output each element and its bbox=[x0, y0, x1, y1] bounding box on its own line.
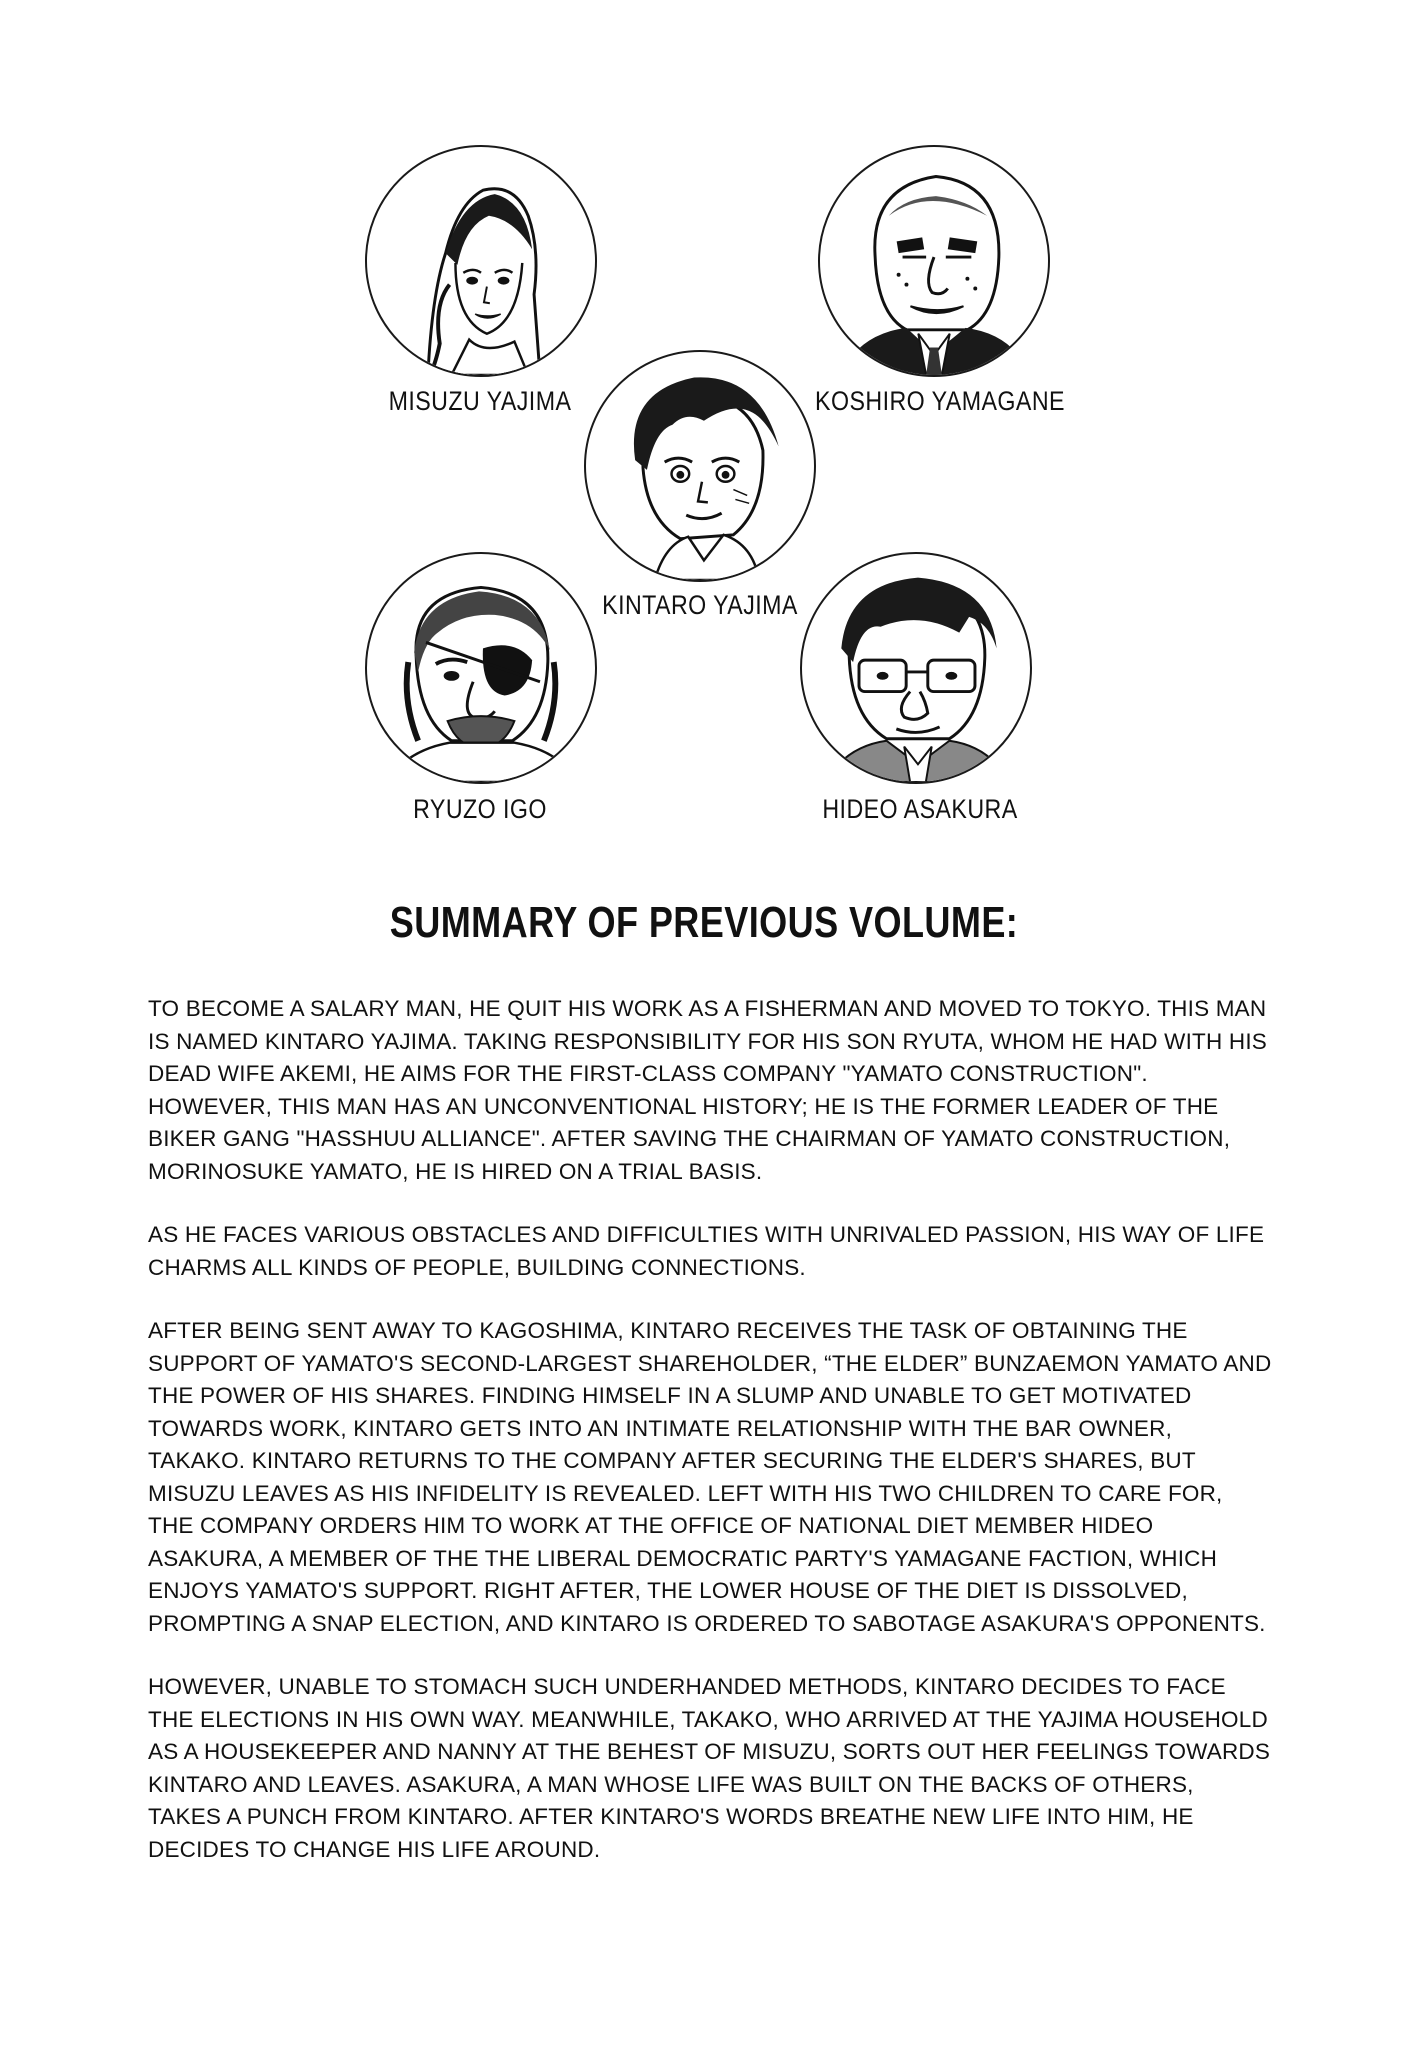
woman-portrait-drawing bbox=[367, 147, 595, 375]
character-name-ryuzo: RYUZO IGO bbox=[413, 794, 547, 824]
glasses-man-portrait-drawing bbox=[802, 554, 1030, 782]
summary-title: SUMMARY OF PREVIOUS VOLUME: bbox=[389, 898, 1019, 947]
hideo-asakura-portrait bbox=[800, 552, 1032, 784]
summary-paragraph-3: AFTER BEING SENT AWAY TO KAGOSHIMA, KINTARO RECEIVES THE TASK OF OBTAINING THE SUPPORT OF YAMATO'S SECOND-LARGEST SHAREHOLDER, “THE ELDER” BUNZAEMON YAMATO AND THE POWER OF HIS SHARES. FINDING HIMSELF IN A SLUMP AND UNABLE TO GET MOTIVATED TOWARDS WORK, KINTARO GETS INTO AN INTIMATE RELATIONSHIP WITH THE BAR OWNER, TAKAKO. KINTARO RETURNS TO THE COMPANY AFTER SECURING THE ELDER'S SHARES, BUT MISUZU LEAVES AS HIS INFIDELITY IS REVEALED. LEFT WITH HIS TWO CHILDREN TO CARE FOR, THE COMPANY ORDERS HIM TO WORK AT THE OFFICE OF NATIONAL DIET MEMBER HIDEO ASAKURA, A MEMBER OF THE THE LIBERAL DEMOCRATIC PARTY'S YAMAGANE FACTION, WHICH ENJOYS YAMATO'S SUPPORT. RIGHT AFTER, THE LOWER HOUSE OF THE DIET IS DISSOLVED, PROMPTING A SNAP ELECTION, AND KINTARO IS ORDERED TO SABOTAGE ASAKURA'S OPPONENTS. bbox=[148, 1318, 1272, 1636]
ryuzo-igo-portrait bbox=[365, 552, 597, 784]
young-man-portrait-drawing bbox=[586, 352, 814, 580]
misuzu-yajima-portrait bbox=[365, 145, 597, 377]
older-man-suit-portrait-drawing bbox=[820, 147, 1048, 375]
eyepatch-man-portrait-drawing bbox=[367, 554, 595, 782]
kintaro-yajima-portrait bbox=[584, 350, 816, 582]
summary-paragraph-1: TO BECOME A SALARY MAN, HE QUIT HIS WORK AS A FISHERMAN AND MOVED TO TOKYO. THIS MAN IS NAMED KINTARO YAJIMA. TAKING RESPONSIBILITY FOR HIS SON RYUTA, WHOM HE HAD WITH HIS DEAD WIFE AKEMI, HE AIMS FOR THE FIRST-CLASS COMPANY "YAMATO CONSTRUCTION". HOWEVER, THIS MAN HAS AN UNCONVENTIONAL HISTORY; HE IS THE FORMER LEADER OF THE BIKER GANG "HASSHUU ALLIANCE". AFTER SAVING THE CHAIRMAN OF YAMATO CONSTRUCTION, MORINOSUKE YAMATO, HE IS HIRED ON A TRIAL BASIS. bbox=[148, 996, 1268, 1184]
summary-paragraph-4: HOWEVER, UNABLE TO STOMACH SUCH UNDERHANDED METHODS, KINTARO DECIDES TO FACE THE ELECTIONS IN HIS OWN WAY. MEANWHILE, TAKAKO, WHO ARRIVED AT THE YAJIMA HOUSEHOLD AS A HOUSEKEEPER AND NANNY AT THE BEHEST OF MISUZU, SORTS OUT HER FEELINGS TOWARDS KINTARO AND LEAVES. ASAKURA, A MAN WHOSE LIFE WAS BUILT ON THE BACKS OF OTHERS, TAKES A PUNCH FROM KINTARO. AFTER KINTARO'S WORDS BREATHE NEW LIFE INTO HIM, HE DECIDES TO CHANGE HIS LIFE AROUND. bbox=[148, 1674, 1271, 1862]
character-name-kintaro: KINTARO YAJIMA bbox=[602, 590, 798, 620]
koshiro-yamagane-portrait bbox=[818, 145, 1050, 377]
character-name-hideo: HIDEO ASAKURA bbox=[822, 794, 1018, 824]
summary-body bbox=[148, 993, 1272, 1897]
character-name-koshiro: KOSHIRO YAMAGANE bbox=[815, 386, 1065, 416]
summary-paragraph-2: AS HE FACES VARIOUS OBSTACLES AND DIFFICULTIES WITH UNRIVALED PASSION, HIS WAY OF LIFE CHARMS ALL KINDS OF PEOPLE, BUILDING CONNECTIONS. bbox=[148, 1222, 1265, 1280]
character-name-misuzu: MISUZU YAJIMA bbox=[388, 386, 572, 416]
